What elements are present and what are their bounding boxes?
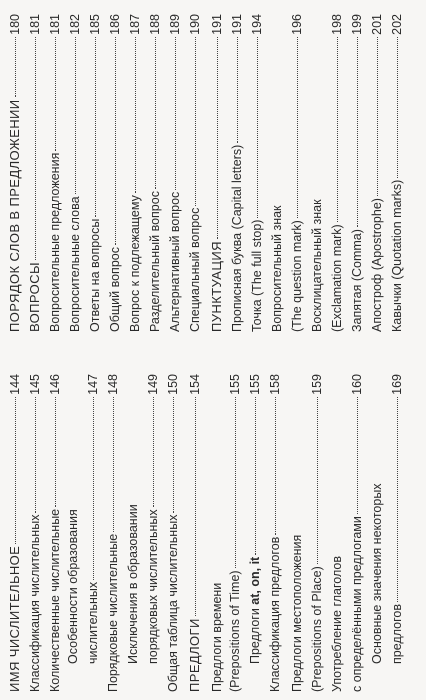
toc-entry	[168, 14, 182, 332]
toc-entry-label: Восклицательный знак	[310, 199, 324, 332]
toc-page-number: 201	[370, 14, 384, 35]
toc-entry-label: числительных	[86, 581, 100, 664]
toc-entry-label: Вопросительные предложения	[48, 152, 62, 332]
toc-entry-label: Альтернативный вопрос	[168, 191, 182, 332]
dot-leader	[255, 397, 256, 555]
toc-entry-label: Классификация предлогов	[268, 536, 282, 692]
toc-page-number: 190	[188, 14, 202, 35]
dot-leader	[93, 397, 94, 580]
toc-entry	[370, 14, 384, 332]
toc-entry-label: (The question mark)	[290, 220, 304, 332]
toc-entry	[210, 374, 224, 692]
toc-page-number: 187	[128, 14, 142, 35]
dot-leader	[115, 37, 116, 245]
dot-leader	[15, 37, 16, 98]
dot-leader	[155, 37, 156, 189]
toc-page-number: 158	[268, 374, 282, 395]
toc-page-number: 146	[48, 374, 62, 395]
toc-entry-label: ИМЯ ЧИСЛИТЕЛЬНОЕ	[7, 545, 22, 692]
toc-entry	[250, 14, 264, 332]
dot-leader	[55, 37, 56, 151]
toc-entry-label-bold: at, on, it	[248, 556, 262, 605]
toc-entry	[330, 14, 344, 332]
toc-entry-label: Апостроф (Apostrophe)	[370, 198, 384, 332]
toc-entry	[126, 374, 140, 692]
toc-page-number: 155	[228, 374, 242, 395]
toc-entry	[48, 374, 62, 692]
dot-leader	[195, 37, 196, 206]
toc-entry	[390, 14, 404, 332]
toc-entry	[310, 374, 324, 692]
toc-column-left	[0, 374, 426, 692]
toc-entry	[370, 374, 384, 692]
toc-entry	[350, 14, 364, 332]
dot-leader	[113, 397, 114, 532]
toc-entry-label: Точка (The full stop)	[250, 219, 264, 332]
toc-page-number: 198	[330, 14, 344, 35]
toc-column-right	[0, 14, 426, 332]
toc-entry-label: Употребление глаголов	[330, 556, 344, 692]
toc-entry	[390, 374, 404, 692]
toc-entry-label: ПРЕДЛОГИ	[187, 618, 202, 692]
toc-page-number: 155	[248, 374, 262, 395]
dot-leader	[377, 37, 378, 196]
toc-page-number: 189	[168, 14, 182, 35]
dot-leader	[357, 37, 358, 227]
toc-entry	[86, 374, 100, 692]
toc-page-number: 191	[230, 14, 244, 35]
toc-entry	[48, 14, 62, 332]
toc-page-number: 182	[68, 14, 82, 35]
toc-entry	[146, 374, 160, 692]
dot-leader	[235, 397, 236, 569]
toc-page-number: 185	[88, 14, 102, 35]
toc-entry	[28, 374, 42, 692]
toc-entry-label: Особенности образования	[66, 509, 80, 664]
dot-leader	[173, 397, 174, 513]
toc-page-number: 180	[8, 14, 22, 35]
toc-entry	[228, 374, 242, 692]
toc-page-number: 147	[86, 374, 100, 395]
toc-page-number: 169	[390, 374, 404, 395]
toc-entry-label: Количественные числительные	[48, 508, 62, 692]
toc-entry-label: Вопросительные слова	[68, 196, 82, 332]
toc-entry-label: Предлоги времени	[210, 582, 224, 692]
toc-page-number: 160	[350, 374, 364, 395]
toc-entry-label: (Exclamation mark)	[330, 224, 344, 332]
toc-page-number: 196	[290, 14, 304, 35]
toc-entry	[210, 14, 224, 332]
toc-entry-label: Общий вопрос	[108, 247, 122, 332]
dot-leader	[297, 37, 298, 218]
dot-leader	[75, 37, 76, 195]
toc-page-number: 181	[28, 14, 42, 35]
toc-entry	[230, 14, 244, 332]
toc-entry	[188, 14, 202, 332]
toc-entry-label: Основные значения некоторых	[370, 483, 384, 664]
toc-entry-label: с определёнными предлогами	[350, 516, 364, 692]
toc-page-number: 194	[250, 14, 264, 35]
toc-entry-label: Предлоги местоположения	[290, 534, 304, 692]
toc-page-number: 154	[188, 374, 202, 395]
toc-entry	[268, 374, 282, 692]
toc-entry	[290, 14, 304, 332]
toc-entry-label: Порядковые числительные	[106, 533, 120, 692]
toc-entry	[8, 14, 22, 332]
toc-entry-label-prefix: Предлоги	[248, 604, 262, 664]
dot-leader	[357, 397, 358, 514]
toc-entry	[310, 14, 324, 332]
dot-leader	[135, 37, 136, 193]
toc-page-number: 188	[148, 14, 162, 35]
toc-entry	[270, 14, 284, 332]
toc-entry	[350, 374, 364, 692]
toc-entry-label: порядковых числительных	[146, 509, 160, 664]
toc-page-number: 191	[210, 14, 224, 35]
toc-entry-label: Прописная буква (Capital letters)	[230, 144, 244, 332]
toc-page-number: 202	[390, 14, 404, 35]
toc-entry-label: Классификация числительных	[28, 514, 42, 692]
toc-entry-label: Вопрос к подлежащему	[128, 195, 142, 332]
toc-entry-label: ПОРЯДОК СЛОВ В ПРЕДЛОЖЕНИИ	[7, 99, 22, 332]
toc-page-number: 149	[146, 374, 160, 395]
toc-page-number: 186	[108, 14, 122, 35]
toc-entry	[66, 374, 80, 692]
toc-entry-label: (Prepositions of Place)	[310, 566, 324, 692]
toc-entry	[28, 14, 42, 332]
toc-entry	[8, 374, 22, 692]
dot-leader	[35, 37, 36, 260]
toc-entry	[330, 374, 344, 692]
toc-entry-label: Ответы на вопросы	[88, 218, 102, 332]
toc-entry-label: Специальный вопрос	[188, 207, 202, 332]
toc-entry-label	[248, 557, 262, 664]
toc-entry	[108, 14, 122, 332]
toc-entry	[128, 14, 142, 332]
toc-page-number: 159	[310, 374, 324, 395]
dot-leader	[217, 37, 218, 239]
toc-page-number: 150	[166, 374, 180, 395]
toc-page-number: 181	[48, 14, 62, 35]
toc-entry	[166, 374, 180, 692]
dot-leader	[397, 397, 398, 602]
dot-leader	[275, 397, 276, 535]
toc-entry-label: Разделительный вопрос	[148, 191, 162, 332]
dot-leader	[153, 397, 154, 508]
toc-entry	[68, 14, 82, 332]
toc-entry-label: предлогов	[390, 604, 404, 664]
toc-page-number: 148	[106, 374, 120, 395]
toc-entry-label: ПУНКТУАЦИЯ	[209, 241, 224, 332]
toc-entry	[106, 374, 120, 692]
toc-entry	[88, 14, 102, 332]
toc-entry	[248, 374, 262, 692]
dot-leader	[15, 397, 16, 544]
dot-leader	[257, 37, 258, 218]
dot-leader	[337, 37, 338, 222]
dot-leader	[195, 397, 196, 616]
dot-leader	[35, 397, 36, 513]
toc-entry-label: Исключения в образовании	[126, 504, 140, 664]
toc-entry-label: Общая таблица числительных	[166, 514, 180, 692]
dot-leader	[95, 37, 96, 217]
toc-page-number: 199	[350, 14, 364, 35]
dot-leader	[317, 397, 318, 564]
toc-entry-label: Кавычки (Quotation marks)	[390, 179, 404, 332]
toc-entry-label: Вопросительный знак	[270, 205, 284, 332]
toc-page-number: 144	[8, 374, 22, 395]
toc-entry-label: (Prepositions of Time)	[228, 570, 242, 692]
toc-entry	[188, 374, 202, 692]
toc-entry-label: ВОПРОСЫ	[27, 262, 42, 332]
dot-leader	[175, 37, 176, 190]
dot-leader	[55, 397, 56, 507]
dot-leader	[397, 37, 398, 178]
toc-entry	[290, 374, 304, 692]
toc-entry	[148, 14, 162, 332]
toc-entry-label: Запятая (Comma)	[350, 229, 364, 332]
toc-page-number: 145	[28, 374, 42, 395]
dot-leader	[237, 37, 238, 143]
